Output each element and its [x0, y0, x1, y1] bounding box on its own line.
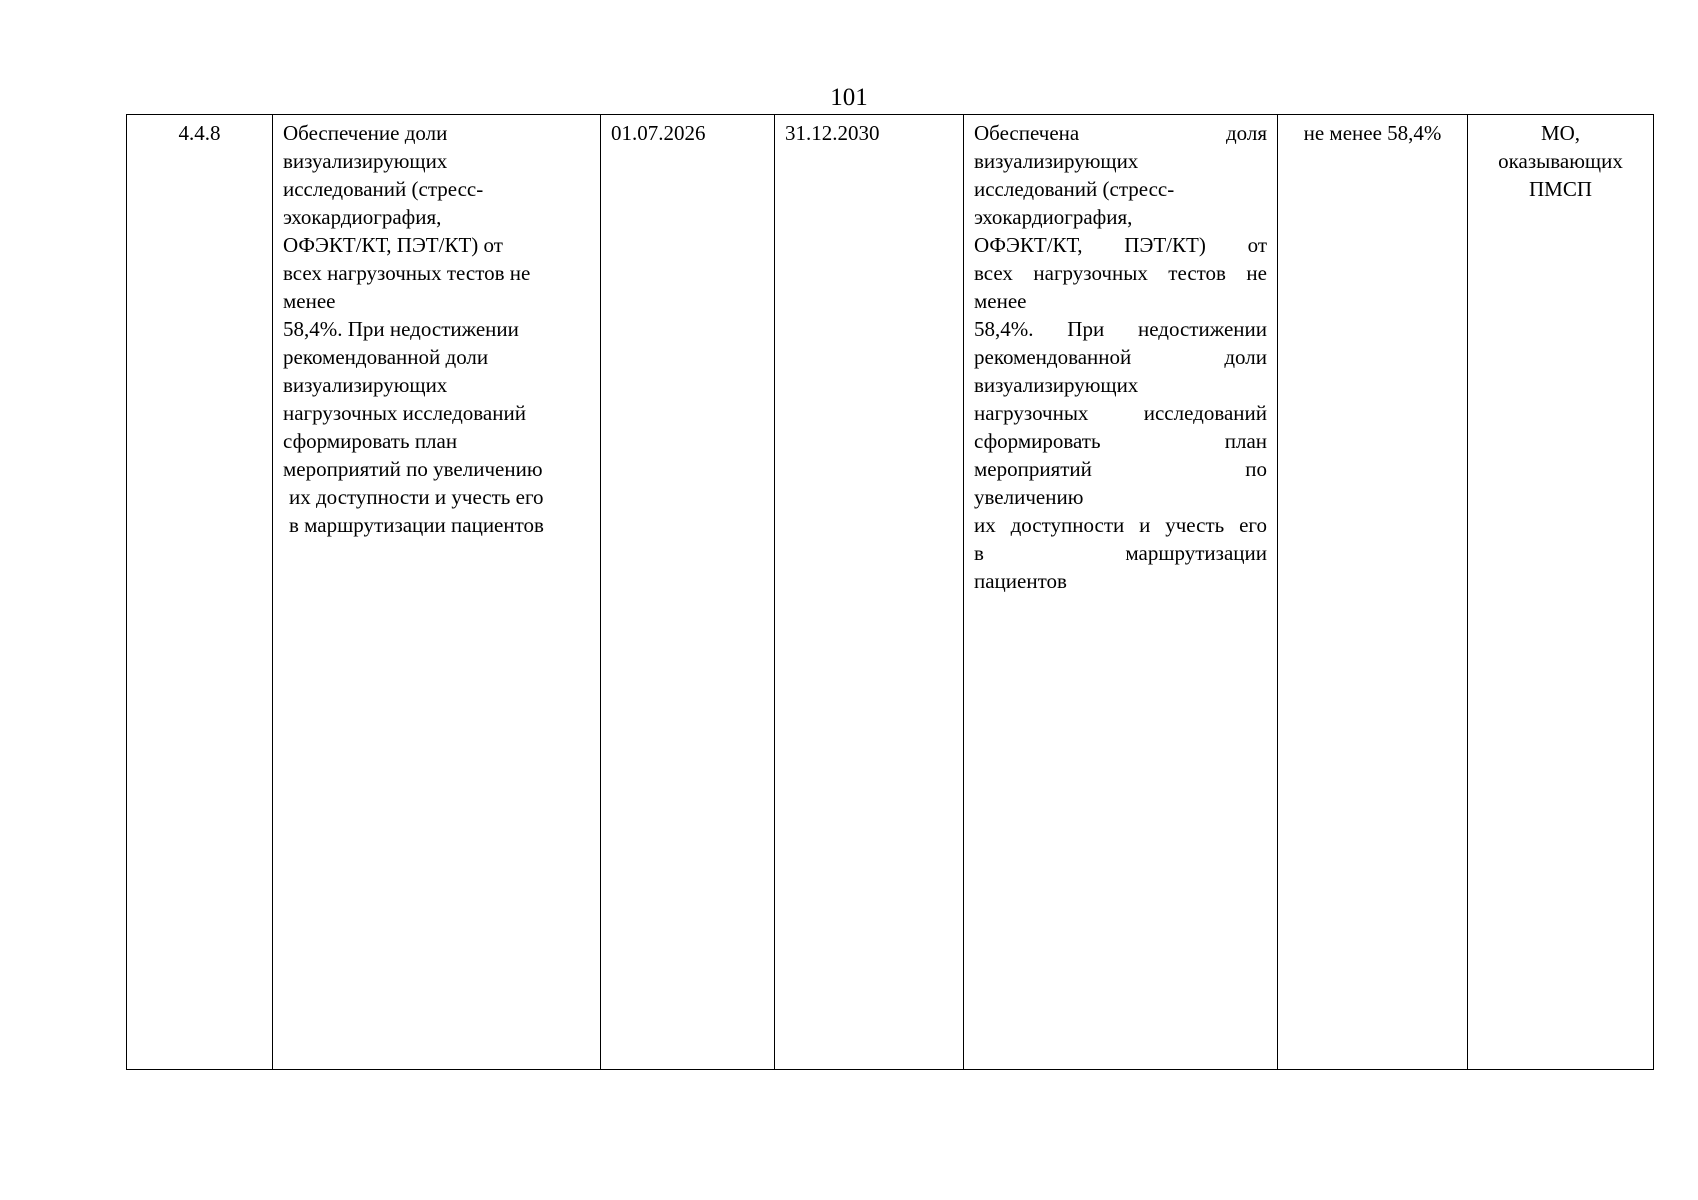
- start-date-cell: [601, 115, 775, 1070]
- table-row: [127, 115, 1654, 1070]
- result-line: пациентов: [974, 569, 1067, 593]
- result-line: ОФЭКТ/КТ, ПЭТ/КТ) от: [974, 233, 1267, 257]
- action-line: ОФЭКТ/КТ, ПЭТ/КТ) от: [283, 233, 503, 257]
- action-line: их доступности и учесть его: [289, 485, 544, 509]
- responsible-line: МО,: [1540, 121, 1581, 145]
- result-line: увеличению: [974, 485, 1084, 509]
- action-line: всех нагрузочных тестов не: [283, 261, 531, 285]
- action-line: визуализирующих: [283, 373, 448, 397]
- action-line: сформировать план: [283, 429, 458, 453]
- result-line: сформировать план: [974, 429, 1267, 453]
- result-line: визуализирующих: [974, 373, 1139, 397]
- page-number: 101: [830, 84, 868, 111]
- result-line: нагрузочных исследований: [974, 401, 1267, 425]
- result-line: 58,4%. При недостижении: [974, 317, 1267, 341]
- start-date: 01.07.2026: [611, 121, 706, 145]
- item-number: 4.4.8: [178, 121, 221, 145]
- action-cell: [273, 115, 601, 1070]
- action-line: эхокардиография,: [283, 205, 442, 229]
- result-line: рекомендованной доли: [974, 345, 1267, 369]
- result-line: исследований (стресс-: [974, 177, 1175, 201]
- action-line: в маршрутизации пациентов: [289, 513, 544, 537]
- indicator-cell: [1278, 115, 1468, 1070]
- result-line: Обеспечена доля: [974, 121, 1267, 145]
- indicator-value: не менее 58,4%: [1303, 121, 1442, 145]
- result-cell: [964, 115, 1278, 1070]
- action-line: 58,4%. При недостижении: [283, 317, 519, 341]
- result-line: менее: [974, 289, 1027, 313]
- action-line: нагрузочных исследований: [283, 401, 526, 425]
- action-line: менее: [283, 289, 336, 313]
- result-line: визуализирующих: [974, 149, 1139, 173]
- item-number-cell: [127, 115, 273, 1070]
- action-line: исследований (стресс-: [283, 177, 484, 201]
- result-line: их доступности и учесть его: [974, 513, 1267, 537]
- plan-table: [126, 114, 1654, 1070]
- action-line: Обеспечение доли: [283, 121, 448, 145]
- result-line: мероприятий по: [974, 457, 1267, 481]
- action-line: рекомендованной доли: [283, 345, 489, 369]
- result-line: эхокардиография,: [974, 205, 1133, 229]
- responsible-line: оказывающих: [1498, 149, 1623, 173]
- end-date: 31.12.2030: [785, 121, 880, 145]
- responsible-line: ПМСП: [1528, 177, 1592, 201]
- end-date-cell: [775, 115, 964, 1070]
- responsible-cell: [1468, 115, 1654, 1070]
- result-line: всех нагрузочных тестов не: [974, 261, 1267, 285]
- result-line: в маршрутизации: [974, 541, 1267, 565]
- action-line: визуализирующих: [283, 149, 448, 173]
- action-line: мероприятий по увеличению: [283, 457, 543, 481]
